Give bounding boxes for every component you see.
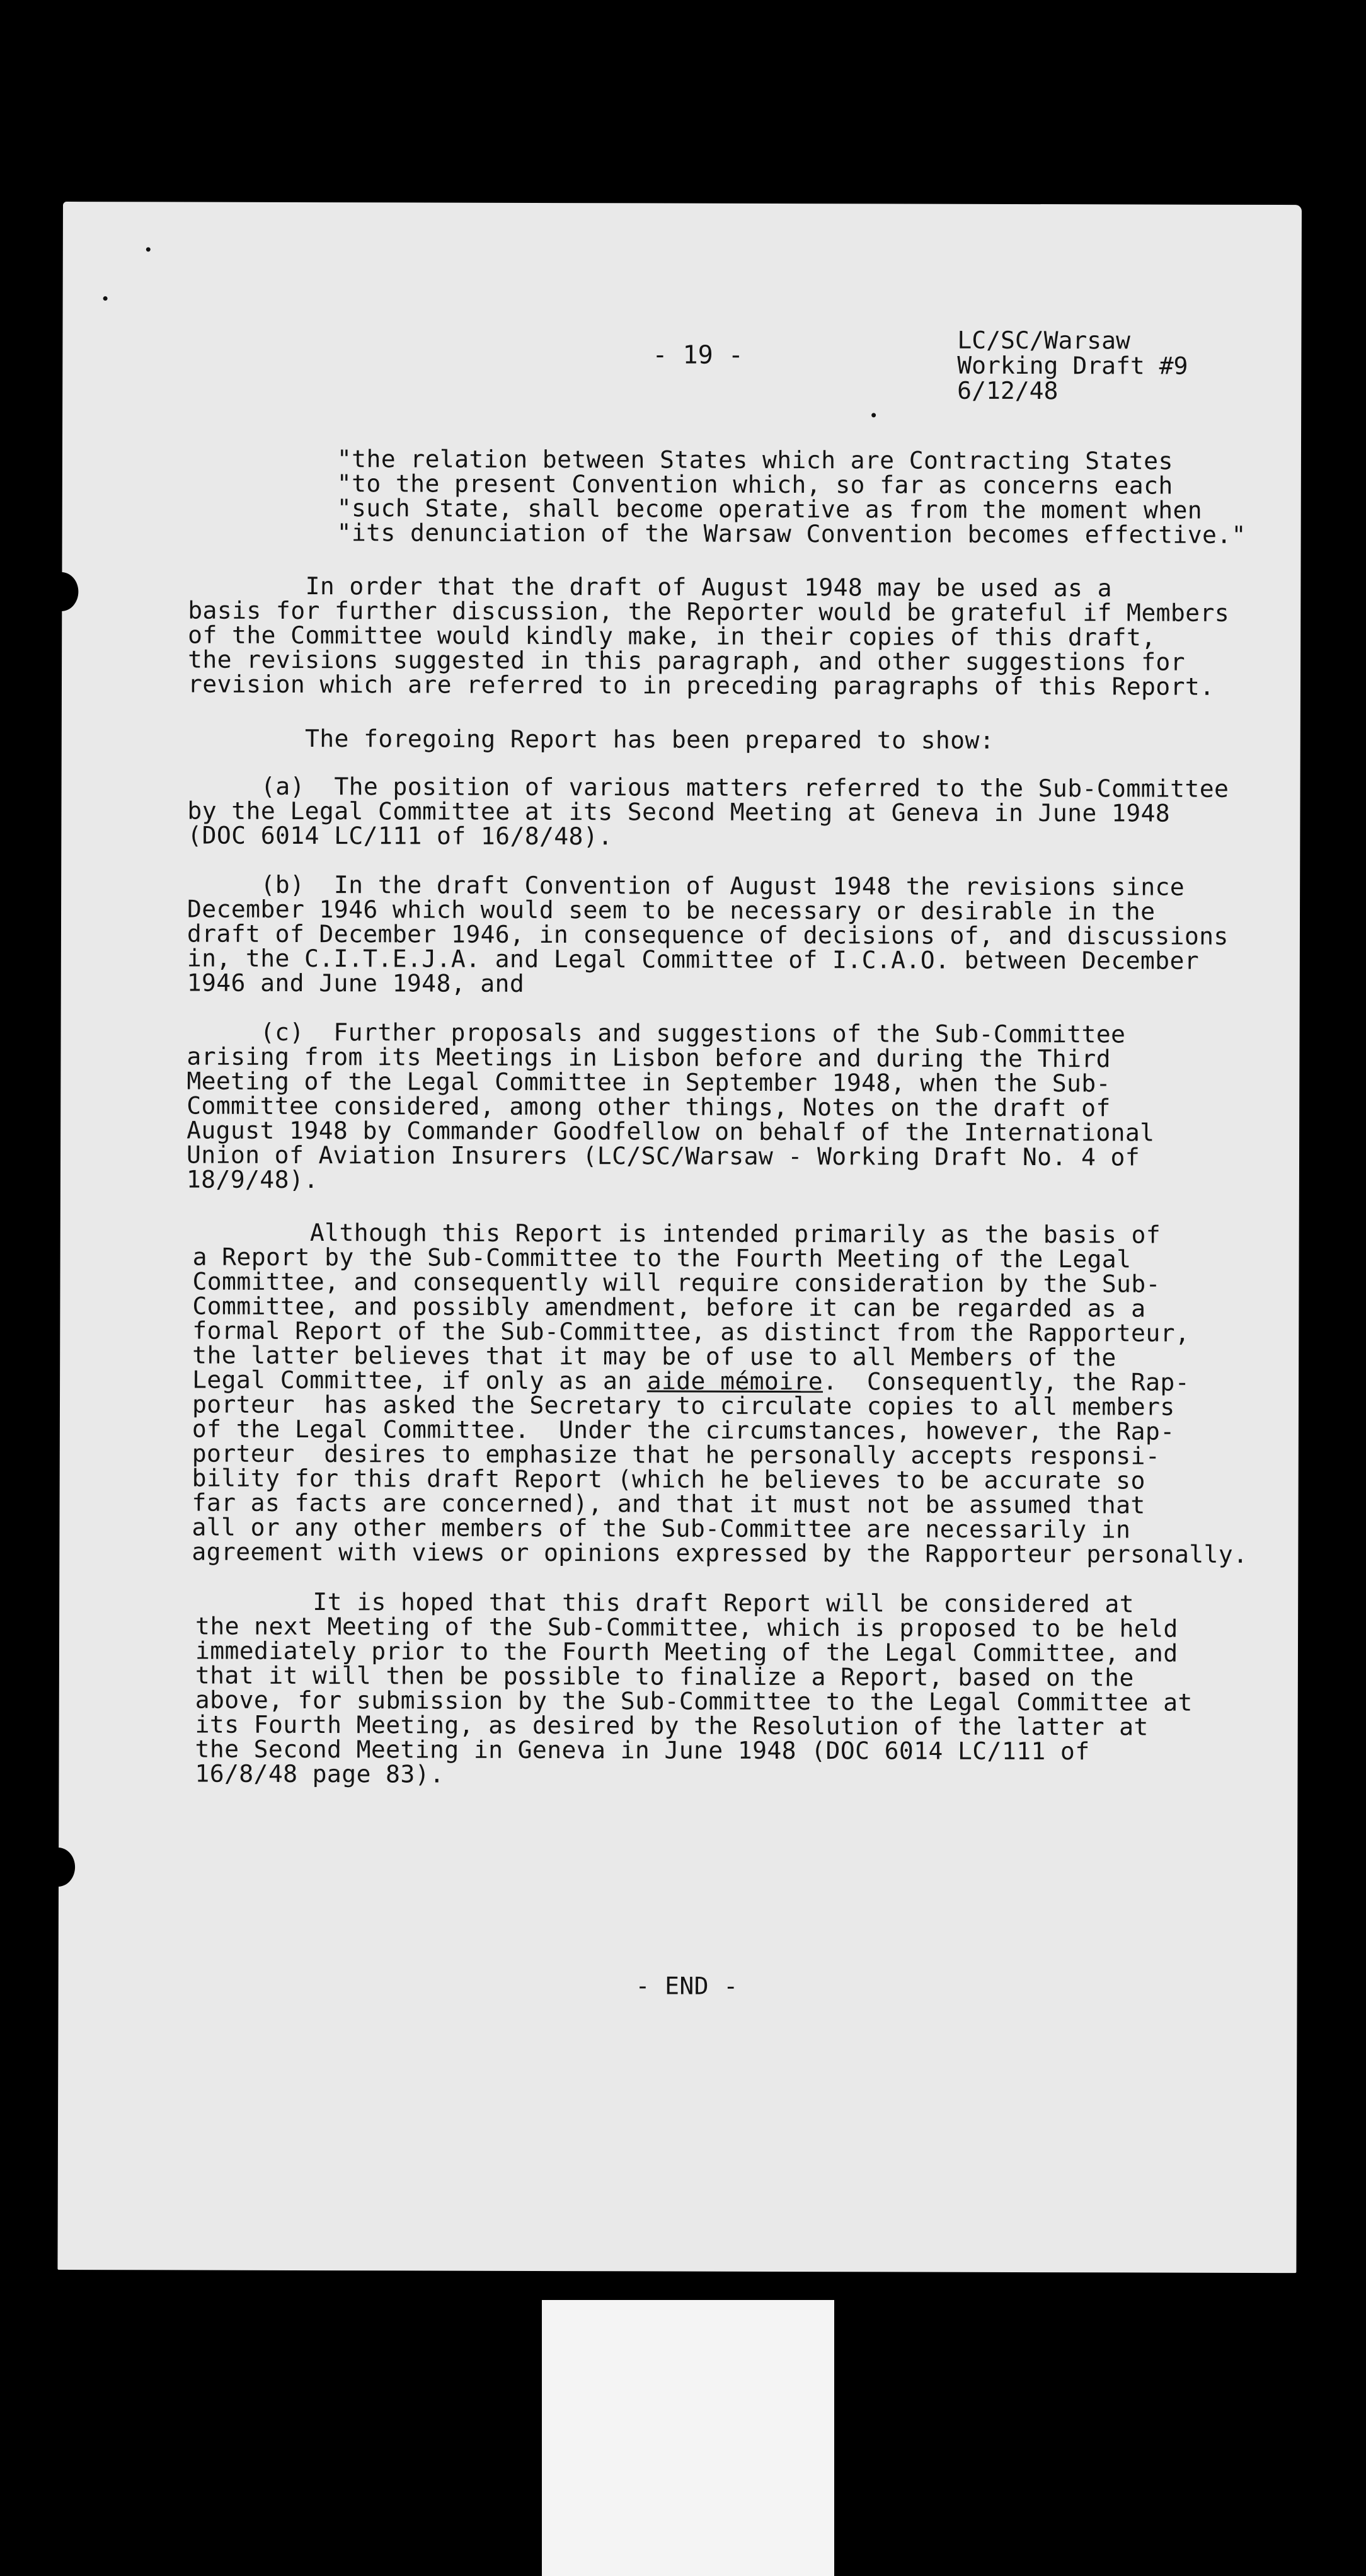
text-line: "its denunciation of the Warsaw Convention becomes effective." <box>336 519 1246 549</box>
text-line: porteur desires to emphasize that he personally accepts responsi- <box>192 1439 1161 1470</box>
text-line: of the Committee would kindly make, in their copies of this draft, <box>188 621 1156 652</box>
text-line: of the Legal Committee. Under the circumstances, however, the Rap- <box>192 1415 1175 1446</box>
paragraph-draft-revisions <box>188 574 1229 699</box>
text-line: In order that the draft of August 1948 may be used as a <box>188 572 1112 602</box>
reference-line: Working Draft #9 <box>957 351 1188 380</box>
text-line: agreement with views or opinions expressed by the Rapporteur personally. <box>192 1538 1248 1568</box>
punch-hole-top <box>44 572 78 611</box>
text-line: all or any other members of the Sub-Committee are necessarily in <box>192 1513 1131 1544</box>
blank-card <box>542 2300 834 2576</box>
text-line: the latter believes that it may be of use to all Members of the <box>192 1341 1116 1372</box>
text-line: (a) The position of various matters referred to the Sub-Committee <box>187 772 1229 803</box>
text-line: 1946 and June 1948, and <box>187 969 525 998</box>
text-line: "to the present Convention which, so far as concerns each <box>336 469 1173 500</box>
quoted-article-text <box>337 447 1247 548</box>
text-line: Committee, and possibly amendment, before it can be regarded as a <box>192 1292 1146 1323</box>
text-line: (DOC 6014 LC/111 of 16/8/48). <box>187 821 613 851</box>
text-line: Committee considered, among other things, Notes on the draft of <box>187 1091 1111 1122</box>
text-line: immediately prior to the Fourth Meeting of the Legal Committee, and <box>195 1636 1178 1667</box>
aide-memoire-term: aide mémoire <box>646 1367 824 1396</box>
text-line: the revisions suggested in this paragraph, and other suggestions for <box>188 645 1186 676</box>
item-b <box>187 870 1229 998</box>
text-fragment: Legal Committee, if only as an <box>192 1366 647 1395</box>
text-line: Committee, and consequently will require consideration by the Sub- <box>192 1267 1161 1298</box>
text-line: It is hoped that this draft Report will be considered at <box>195 1587 1135 1618</box>
text-line: porteur has asked the Secretary to circulate copies to all members <box>192 1390 1175 1421</box>
text-line: revision which are referred to in preceding paragraphs of this Report. <box>187 670 1215 701</box>
text-line: 18/9/48). <box>186 1165 319 1194</box>
paragraph-hoped <box>195 1587 1193 1789</box>
speck <box>103 296 108 301</box>
speck <box>871 413 876 417</box>
text-line: the next Meeting of the Sub-Committee, which is proposed to be held <box>195 1612 1178 1643</box>
text-line: draft of December 1946, in consequence of decisions of, and discussions <box>187 919 1229 950</box>
text-line: Union of Aviation Insurers (LC/SC/Warsaw - Working Draft No. 4 of <box>186 1141 1140 1171</box>
reference-line: 6/12/48 <box>957 376 1059 405</box>
text-line: "such State, shall become operative as from the moment when <box>336 494 1203 524</box>
paragraph-although <box>192 1218 1248 1568</box>
text-line: 16/8/48 page 83). <box>195 1759 445 1788</box>
reference-line: LC/SC/Warsaw <box>957 326 1131 355</box>
text-line: "the relation between States which are Contracting States <box>336 445 1173 475</box>
document-page <box>57 202 1302 2273</box>
text-line: far as facts are concerned), and that it must not be assumed that <box>192 1488 1145 1519</box>
text-line: a Report by the Sub-Committee to the Fourth Meeting of the Legal <box>192 1243 1132 1274</box>
text-line: December 1946 which would seem to be necessary or desirable in the <box>187 895 1156 926</box>
punch-hole-bottom <box>41 1848 75 1887</box>
text-line: the Second Meeting in Geneva in June 1948 (DOC 6014 LC/111 of <box>195 1735 1090 1766</box>
text-line: by the Legal Committee at its Second Meeting at Geneva in June 1948 <box>187 796 1171 827</box>
text-line: arising from its Meetings in Lisbon before and during the Third <box>187 1042 1111 1073</box>
text-line: its Fourth Meeting, as desired by the Resolution of the latter at <box>195 1710 1149 1741</box>
text-line: bility for this draft Report (which he believes to be accurate so <box>192 1464 1145 1495</box>
text-line: August 1948 by Commander Goodfellow on behalf of the International <box>187 1116 1155 1147</box>
text-line: above, for submission by the Sub-Committee to the Legal Committee at <box>195 1686 1193 1716</box>
text-line: that it will then be possible to finalize a Report, based on the <box>195 1661 1134 1692</box>
text-fragment: . Consequently, the Rap- <box>823 1367 1190 1396</box>
text-line: in, the C.I.T.E.J.A. and Legal Committee of I.C.A.O. between December <box>187 944 1200 975</box>
text-line: formal Report of the Sub-Committee, as distinct from the Rapporteur, <box>192 1316 1190 1347</box>
item-c <box>187 1020 1155 1195</box>
text-line: basis for further discussion, the Reporter would be grateful if Members <box>188 596 1230 627</box>
page-number: - 19 - <box>652 340 743 370</box>
item-a <box>187 774 1229 851</box>
end-mark: - END - <box>635 1972 738 2000</box>
text-line: Meeting of the Legal Committee in September 1948, when the Sub- <box>187 1067 1111 1098</box>
speck <box>146 247 151 251</box>
paragraph-foregoing: The foregoing Report has been prepared to show: <box>187 724 995 754</box>
text-line: Although this Report is intended primarily as the basis of <box>192 1218 1161 1249</box>
reference-block <box>957 328 1188 404</box>
text-line: (c) Further proposals and suggestions of the Sub-Committee <box>187 1018 1126 1049</box>
text-line: (b) In the draft Convention of August 1948 the revisions since <box>187 870 1185 901</box>
